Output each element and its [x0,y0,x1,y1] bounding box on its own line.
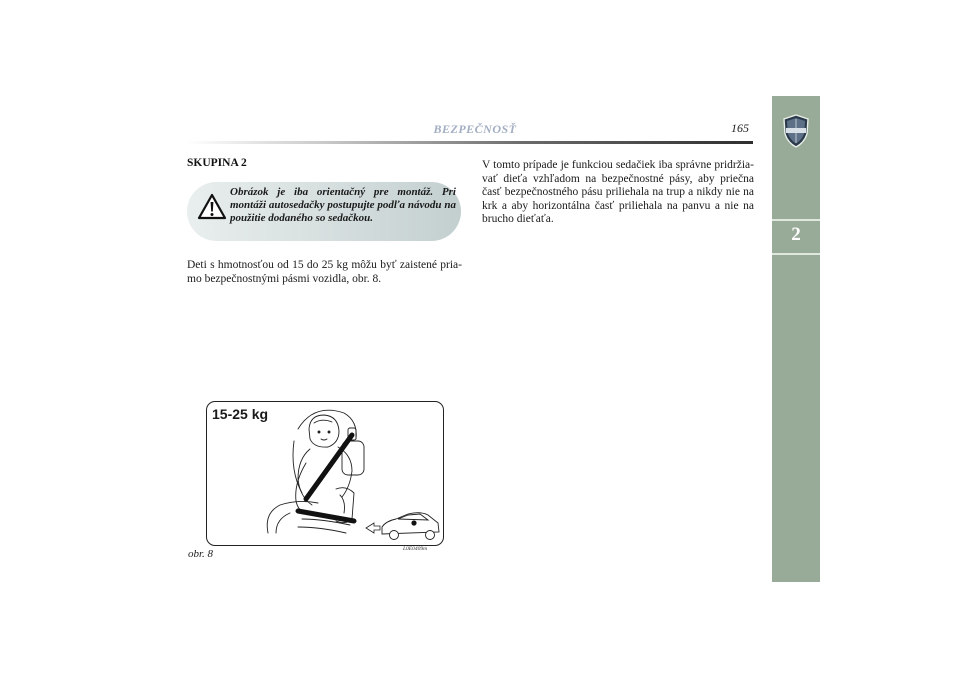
header-rule [186,141,753,144]
figure-image-code: L0E0409m [403,546,428,552]
child-booster-seat-illustration [206,401,444,546]
page-header-title: BEZPEČNOSŤ [433,122,517,136]
section-title: SKUPINA 2 [187,157,247,169]
chapter-number: 2 [791,224,801,245]
sidebar-divider [772,253,820,255]
warning-triangle-icon [197,193,227,220]
figure-weight-label: 15-25 kg [212,406,269,422]
chapter-sidebar [772,96,820,582]
lancia-shield-icon [782,114,810,148]
sidebar-divider [772,219,820,221]
page-number: 165 [731,121,749,135]
figure-caption: obr. 8 [188,548,214,560]
warning-text: Obrázok je iba orientačný pre montáž. Pri montáži autosedačky postupujte podľa návodu na použitie dodaného so sedačkou. [230,186,456,224]
body-paragraph-left: Deti s hmotnosťou od 15 do 25 kg môžu byť zaistené pria-mo bezpečnostnými pásmi vozidla, obr. 8. [187,259,462,285]
body-paragraph-right: V tomto prípade je funkciou sedačiek iba správne pridržia-vať dieťa vzhľadom na bezpečnostné pásy, aby priečna časť bezpečnostného pásu priliehala na trup a nikdy nie na krk a aby horizontálna časť priliehala na panvu a nie na brucho dieťaťa. [482,159,754,225]
